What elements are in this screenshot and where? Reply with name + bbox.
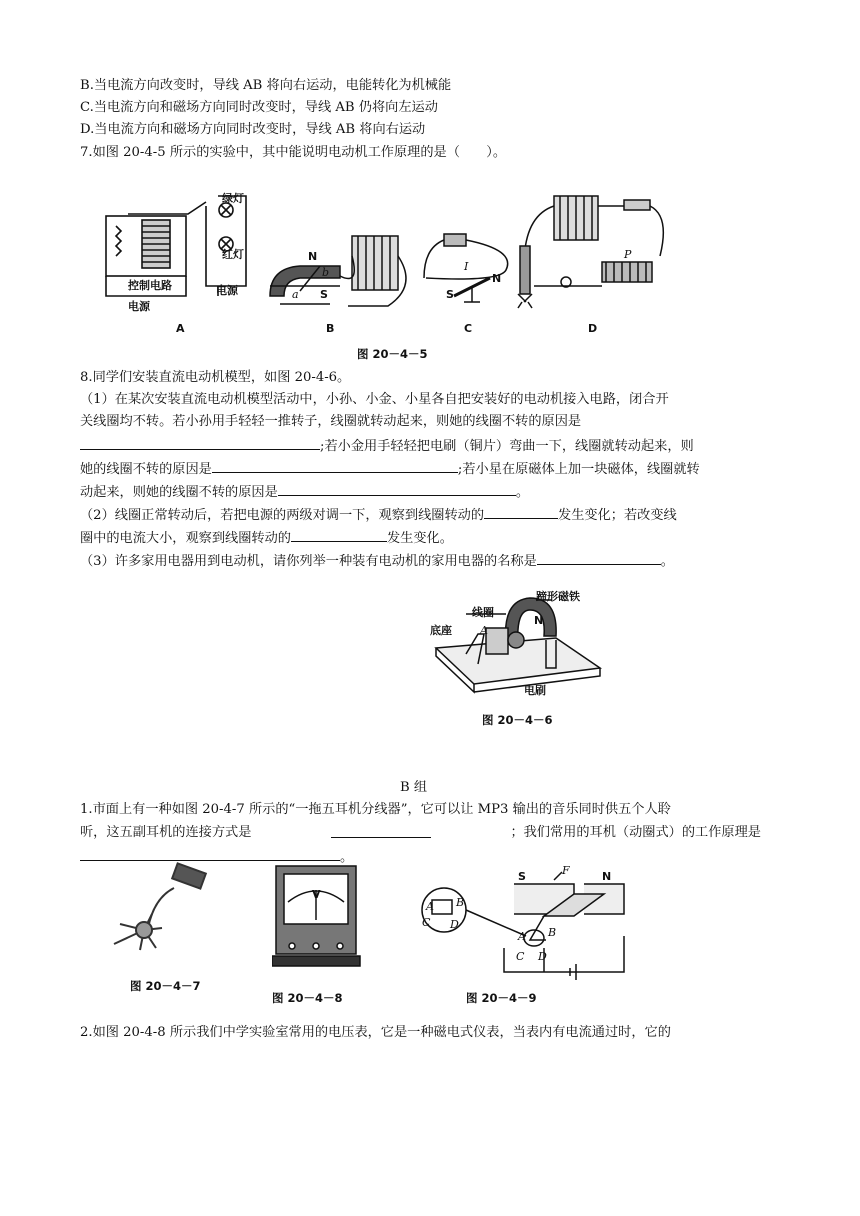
dc-motor-principle-diagram [414,864,644,982]
horseshoe-magnet-label: 蹄形磁铁 [536,590,580,603]
n-label: N [308,250,318,263]
fig-20-4-7-caption: 图 20－4－7 [130,979,201,993]
dc-motor-model-diagram [426,584,606,704]
q8-part1-line5: 动起来，则她的线圈不转的原因是 。 [80,482,529,502]
s-label-fig9: S [518,870,526,883]
panel-letter-b: B [326,322,335,335]
fig-20-4-7 [104,858,214,958]
fig-20-4-9 [414,864,644,982]
voltmeter-photo [272,862,362,972]
answer-blank[interactable] [291,528,387,542]
q8-part3: （3）许多家用电器用到电动机，请你列举一种装有电动机的家用电器的名称是 。 [80,551,674,571]
q8-stem: 8.同学们安装直流电动机模型，如图 20-4-6。 [80,370,351,385]
group-b-q1-line3: 。 [80,847,353,867]
a-label-main: A [518,930,526,943]
fig-20-4-6-caption: 图 20－4－6 [482,713,553,727]
brush-label: 电刷 [524,684,546,697]
n-label-fig9: N [602,870,612,883]
n-label-motor: N [534,614,544,627]
i-label: I [464,260,469,273]
fig-20-4-5-caption: 图 20－4－5 [357,347,428,361]
s-label: S [320,288,328,301]
p-label: P [624,248,632,261]
n-label-c: N [492,272,502,285]
b-label: b [322,266,330,279]
group-b-heading: B 组 [400,780,428,795]
q8-part1-line1: （1）在某次安装直流电动机模型活动中，小孙、小金、小星各自把安装好的电动机接入电路，闭合开 [80,392,669,407]
answer-blank[interactable] [278,482,516,496]
fig-20-4-9-caption: 图 20－4－9 [466,991,537,1005]
voltmeter-dial-symbol: V [312,888,321,901]
group-b-q1-line2: 听，这五副耳机的连接方式是 ；我们常用的耳机（动圈式）的工作原理是 [80,825,761,840]
q8-part1-line3: ;若小金用手轻轻把电刷（铜片）弯曲一下，线圈就转动起来，则 [80,436,694,456]
group-b-q2-line1: 2.如图 20-4-8 所示我们中学实验室常用的电压表，它是一种磁电式仪表，当表内有电流通过时，它的 [80,1025,671,1040]
fig-20-4-5-panel-d [514,186,674,336]
answer-blank[interactable] [537,551,661,565]
power-label-1: 电源 [128,300,150,313]
electromagnet-circuit-diagram [514,186,674,336]
red-lamp-label: 红灯 [222,248,244,261]
a-label-inset: A [426,900,434,913]
answer-blank[interactable] [212,459,458,473]
compass-wire-diagram [414,186,524,336]
magnet-rail-diagram [260,186,420,336]
q6-option-d: D.当电流方向和磁场方向同时改变时，导线 AB 将向右运动 [80,122,426,137]
q6-option-b: B.当电流方向改变时，导线 AB 将向右运动，电能转化为机械能 [80,78,452,93]
s-label-c: S [446,288,454,301]
a-label-motor: A [480,624,488,637]
relay-circuit-diagram [98,186,258,336]
answer-blank[interactable] [484,505,558,519]
fig-20-4-8 [272,862,362,972]
panel-letter-c: C [464,322,473,335]
a-label: a [292,288,299,301]
panel-letter-d: D [588,322,598,335]
q8-part1-line4: 她的线圈不转的原因是 ;若小星在原磁体上加一块磁体，线圈就转 [80,459,700,479]
d-label-inset: D [450,918,459,931]
q8-part2-line2: 圈中的电流大小，观察到线圈转动的 发生变化。 [80,528,453,548]
headphone-splitter-photo [104,858,214,958]
answer-blank[interactable] [80,436,320,450]
fig-20-4-5-panel-b [260,186,420,336]
c-label-main: C [516,950,525,963]
q8-part1-line2: 关线圈均不转。若小孙用手轻轻一推转子，线圈就转动起来，则她的线圈不转的原因是 [80,414,582,429]
c-label-inset: C [422,916,431,929]
fig-20-4-5-panel-c [414,186,524,336]
q6-option-c: C.当电流方向和磁场方向同时改变时，导线 AB 仍将向左运动 [80,100,438,115]
group-b-q1-line1: 1.市面上有一种如图 20-4-7 所示的“一拖五耳机分线器”，它可以让 MP3 输出的音乐同时供五个人聆 [80,802,671,817]
panel-letter-a: A [176,322,185,335]
d-label-main: D [538,950,547,963]
green-lamp-label: 绿灯 [222,192,244,205]
fig-20-4-8-caption: 图 20－4－8 [272,991,343,1005]
f-label: F [562,864,570,877]
b-label-main: B [548,926,557,939]
b-label-inset: B [456,896,465,909]
control-circuit-label: 控制电路 [128,279,172,292]
answer-blank[interactable] [331,824,431,838]
coil-label: 线圈 [472,606,494,619]
fig-20-4-6 [426,584,606,704]
base-label: 底座 [430,624,452,637]
fig-20-4-5-panel-a [98,186,258,336]
q7-stem: 7.如图 20-4-5 所示的实验中，其中能说明电动机工作原理的是（ ）。 [80,145,507,160]
power-label-2: 电源 [216,284,238,297]
q8-part2-line1: （2）线圈正常转动后，若把电源的两级对调一下，观察到线圈转动的 发生变化；若改变线 [80,505,677,525]
